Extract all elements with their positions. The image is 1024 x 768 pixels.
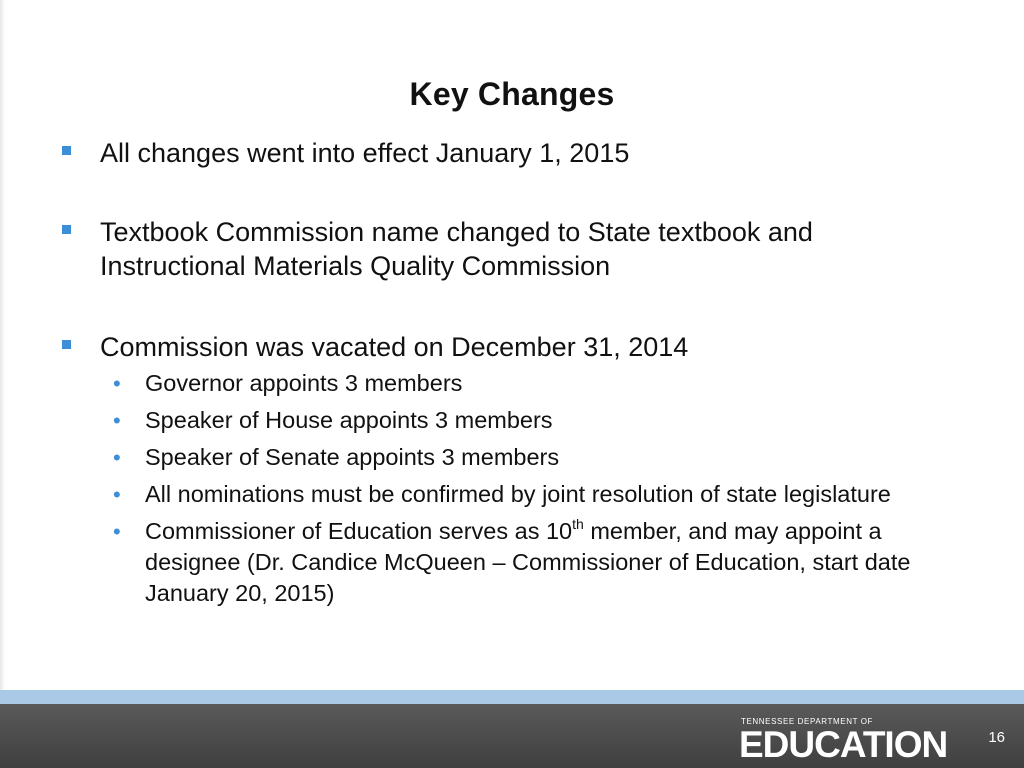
- bullet-text: Commission was vacated on December 31, 2014: [100, 332, 689, 362]
- sub-bullet-item: [62, 516, 962, 609]
- sub-bullet-text: All nominations must be confirmed by joint resolution of state legislature: [145, 481, 891, 507]
- sub-bullet-text-post: member, and may appoint a designee (Dr. Candice McQueen – Commissioner of Education, start date January 20, 2015): [145, 518, 911, 606]
- sub-bullet-item: [62, 405, 962, 436]
- page-number: 16: [988, 729, 1005, 746]
- slide-title: Key Changes: [409, 76, 615, 112]
- dot-bullet-icon: •: [113, 519, 121, 544]
- square-bullet-icon: [62, 340, 71, 349]
- sub-bullet-text: Speaker of House appoints 3 members: [145, 407, 553, 433]
- dot-bullet-icon: •: [113, 445, 121, 470]
- dot-bullet-icon: •: [113, 482, 121, 507]
- bullet-item: [62, 330, 962, 364]
- sub-bullet-text: Governor appoints 3 members: [145, 370, 463, 396]
- bullet-text: All changes went into effect January 1, 2015: [100, 138, 630, 168]
- sub-bullet-text-pre: Commissioner of Education serves as 10: [145, 518, 573, 544]
- bullet-item: [62, 215, 962, 283]
- education-logo: EDUCATION: [739, 724, 948, 765]
- logo-subtitle: TENNESSEE DEPARTMENT OF: [741, 717, 874, 726]
- sub-bullet-text: Speaker of Senate appoints 3 members: [145, 444, 560, 470]
- slide-content: [62, 136, 962, 615]
- square-bullet-icon: [62, 225, 71, 234]
- sub-bullet-item: [62, 479, 962, 510]
- footer-bar: [0, 704, 1024, 768]
- dot-bullet-icon: •: [113, 371, 121, 396]
- footer-accent-stripe: [0, 690, 1024, 704]
- sub-bullet-item: [62, 368, 962, 399]
- square-bullet-icon: [62, 146, 71, 155]
- bullet-item: [62, 136, 962, 170]
- bullet-text: Textbook Commission name changed to State textbook and Instructional Materials Quality Commission: [100, 217, 813, 281]
- dot-bullet-icon: •: [113, 408, 121, 433]
- ordinal-suffix: th: [572, 516, 584, 532]
- sub-bullet-list: [62, 368, 962, 609]
- sub-bullet-item: [62, 442, 962, 473]
